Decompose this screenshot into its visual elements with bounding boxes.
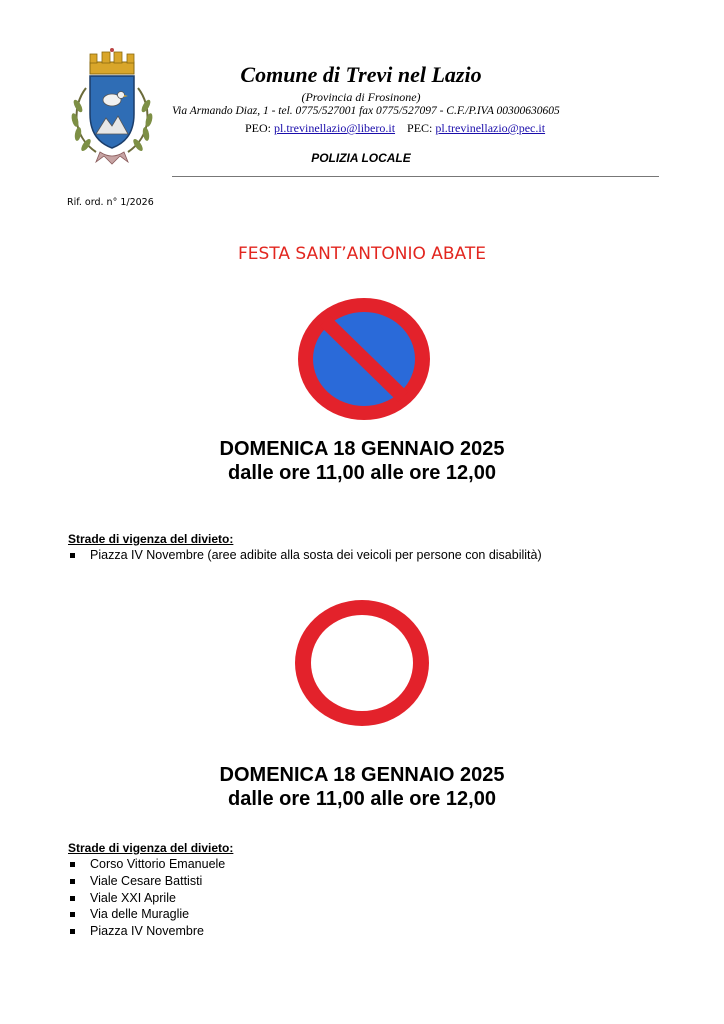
date-line-1: DOMENICA 18 GENNAIO 2025 bbox=[219, 438, 505, 460]
streets-heading-2: Strade di vigenza del divieto: bbox=[68, 841, 234, 855]
peo-email-link[interactable]: pl.trevinellazio@libero.it bbox=[274, 121, 396, 135]
list-item: Via delle Muraglie bbox=[68, 906, 225, 923]
municipality-title: Comune di Trevi nel Lazio bbox=[240, 62, 482, 87]
department-name: POLIZIA LOCALE bbox=[311, 151, 411, 165]
time-line-1: dalle ore 11,00 alle ore 12,00 bbox=[228, 462, 496, 484]
no-transit-sign-icon bbox=[293, 598, 431, 728]
email-line bbox=[175, 121, 635, 136]
list-item: Viale XXI Aprile bbox=[68, 890, 225, 907]
list-item: Viale Cesare Battisti bbox=[68, 873, 225, 890]
pec-email-link[interactable]: pl.trevinellazio@pec.it bbox=[435, 121, 546, 135]
street-list-2 bbox=[68, 856, 225, 940]
province-name: (Provincia di Frosinone) bbox=[301, 90, 421, 104]
pec-label: PEC: bbox=[407, 121, 433, 135]
event-title: FESTA SANT’ANTONIO ABATE bbox=[237, 244, 486, 264]
contact-address: Via Armando Diaz, 1 - tel. 0775/527001 fax 0775/527097 - C.F./P.IVA 00300630605 bbox=[172, 105, 560, 117]
date-line-2: DOMENICA 18 GENNAIO 2025 bbox=[219, 764, 505, 786]
streets-heading-1: Strade di vigenza del divieto: bbox=[68, 532, 234, 546]
peo-label: PEO: bbox=[245, 121, 272, 135]
street-list-1 bbox=[68, 547, 542, 564]
list-item: Piazza IV Novembre (aree adibite alla sosta dei veicoli per persone con disabilità) bbox=[68, 547, 542, 564]
list-item: Piazza IV Novembre bbox=[68, 923, 225, 940]
no-parking-sign-icon bbox=[295, 295, 433, 423]
ordinance-reference: Rif. ord. n° 1/2026 bbox=[67, 197, 154, 208]
list-item: Corso Vittorio Emanuele bbox=[68, 856, 225, 873]
header-divider bbox=[172, 176, 659, 177]
time-line-2: dalle ore 11,00 alle ore 12,00 bbox=[228, 788, 496, 810]
municipal-crest-icon bbox=[66, 48, 158, 166]
